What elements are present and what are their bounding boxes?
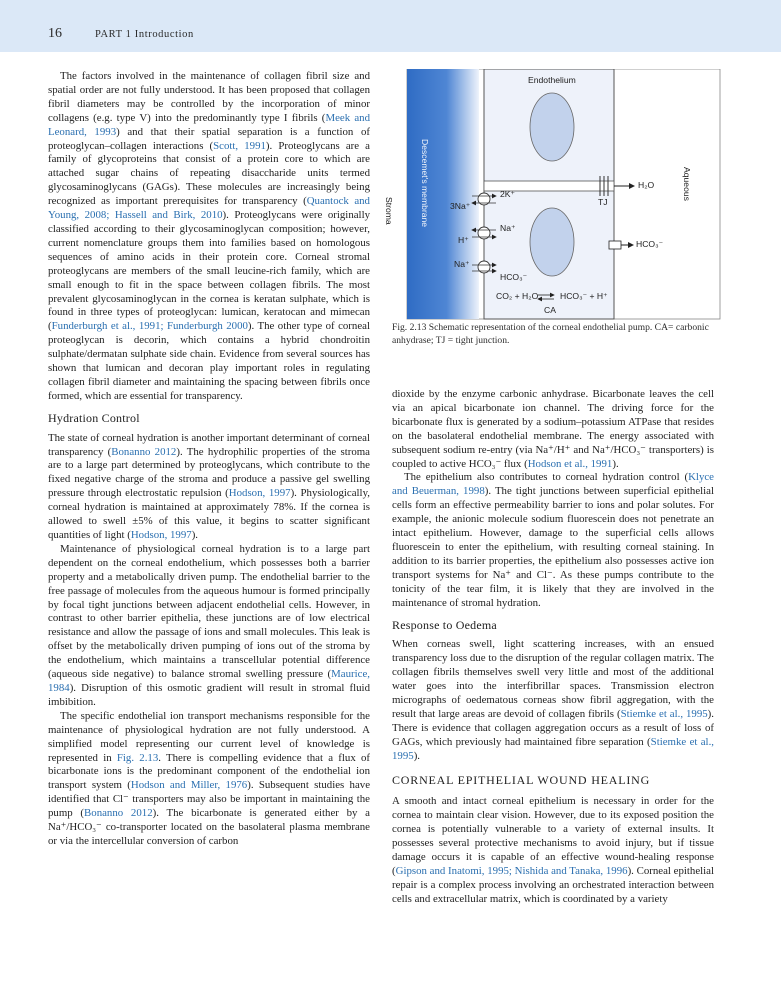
left-column bbox=[48, 70, 370, 849]
endothelial-pump-diagram bbox=[392, 69, 722, 321]
label-tj: TJ bbox=[598, 197, 608, 207]
label-hco3-out: HCO₃⁻ bbox=[636, 239, 664, 249]
label-descemets-membrane: Descemet's membrane bbox=[420, 139, 430, 228]
paragraph: The state of corneal hydration is another important determinant of corneal transparency (Bonanno 2012). The hydrophilic properties of the stroma are to a large part determined by proteoglycans, which contribute to the fixed negative charge of the stroma and produce a passive gel swelling pressure through electrostatic repulsion (Hodson, 1997). Physiologically, corneal hydration is maintained at approximately 78%. If the cornea is allowed to swell ±5% of this value, it begins to scatter significant quantities of light (Hodson, 1997). bbox=[48, 431, 371, 541]
citation-link[interactable]: Funderburgh et al., 1991; Funderburgh 2000 bbox=[51, 320, 248, 333]
label-h: H⁺ bbox=[458, 235, 469, 245]
paragraph: Maintenance of physiological corneal hydration is to a large part dependent on the corneal endothelium, which possesses both a barrier property and a metabolically driven pump. The endothelial barrier to the free passage of molecules from the aqueous humour is formed principally by focal tight junctions between adjacent endothelial cells. However, in contrast to other barrier epithelia, these junctions are of low electrical resistance and allow the passage of ions and small molecules. This leak is offset by the metabolically driven pumping of ions out of the stroma by the endothelium, which maintains a transcellular potential difference (aqueous side negative) to balance stromal swelling pressure (Maurice, 1984). Disruption of this osmotic gradient will result in stromal fluid imbibition. bbox=[48, 542, 370, 708]
nucleus-lower bbox=[530, 208, 574, 276]
section-heading-hydration: Hydration Control bbox=[48, 410, 140, 425]
label-na-in: Na⁺ bbox=[500, 223, 516, 233]
section-heading-wound-healing: CORNEAL EPITHELIAL WOUND HEALING bbox=[392, 772, 651, 787]
label-reaction: CO₂ + H₂O bbox=[496, 291, 539, 301]
paragraph: The epithelium also contributes to corneal hydration control (Klyce and Beuerman, 1998). The tight junctions between superficial epithelial cells form an effective permeability barrier to ions and polar solutes. For example, the anionic molecule sodium fluorescein does not penetrate an intact epithelium. However, damage to the superficial cells allows fluorescein to enter the epithelium, with resulting corneal staining. In addition to its barrier properties, the epithelium also possesses active ion transport systems for Na⁺ and Cl⁻. As these pumps contribute to the tonicity of the tear film, it is likely that they are involved in the maintenance of stromal hydration. bbox=[392, 471, 714, 609]
citation-link[interactable]: Scott, 1991 bbox=[213, 139, 266, 152]
citation-link[interactable]: Klyce and Beuerman, 1998 bbox=[392, 471, 714, 498]
section-heading-oedema: Response to Oedema bbox=[392, 617, 497, 632]
page-header bbox=[0, 0, 781, 52]
figure-caption: Fig. 2.13 Schematic representation of the corneal endothelial pump. CA= carbonic anhydrase; TJ = tight junction. bbox=[392, 322, 709, 346]
citation-link[interactable]: Stiemke et al., 1995 bbox=[620, 707, 708, 720]
citation-link[interactable]: Hodson, 1997 bbox=[130, 529, 192, 541]
label-3na: 3Na⁺ bbox=[450, 201, 471, 211]
figure-endothelial-pump bbox=[384, 69, 722, 321]
label-endothelium: Endothelium bbox=[528, 75, 576, 85]
label-2k: 2K⁺ bbox=[500, 189, 516, 199]
paragraph: dioxide by the enzyme carbonic anhydrase. Bicarbonate leaves the cell via an apical bicarbonate ion channel. The driving force for the bicarbonate flux is generated by a sodium–potassium ATPase that resides on the basolateral endothelial membrane. The energy associated with subsequent sodium re-entry (via Na⁺/H⁺ and Na⁺/HCO₃⁻ transporters) is coupled to active HCO₃⁻ flux (Hodson et al., 1991). bbox=[392, 388, 714, 470]
page-number: 16 bbox=[48, 26, 62, 41]
citation-link[interactable]: Hodson and Miller, 1976 bbox=[130, 779, 248, 792]
citation-link[interactable]: Hodson et al., 1991 bbox=[527, 457, 613, 470]
label-stroma: Stroma bbox=[384, 197, 394, 225]
citation-link[interactable]: Quantock and Young, 2008; Hassell and Birk, 2010 bbox=[48, 195, 370, 222]
citation-link[interactable]: Meek and Leonard, 1993 bbox=[48, 111, 370, 138]
citation-link[interactable]: Stiemke et al., 1995 bbox=[392, 735, 714, 762]
paragraph: When corneas swell, light scattering increases, with an ensued transparency loss due to the disruption of the regular collagen matrix. The collagen fibrils themselves swell very little and most of the additional water goes into the interfibrillar spaces. Transmission electron micrographs of oedematous corneas show fibril aggregation, with the result that large areas are devoid of collagen fibrils (Stiemke et al., 1995). There is evidence that collagen aggregation occurs as a result of loss of GAGs, which previously had maintained fibre separation (Stiemke et al., 1995). bbox=[392, 638, 714, 762]
label-products: HCO₃⁻ + H⁺ bbox=[560, 291, 608, 301]
running-head: PART 1 Introduction bbox=[95, 29, 194, 40]
label-ca: CA bbox=[544, 305, 556, 315]
citation-link[interactable]: Maurice, 1984 bbox=[48, 668, 370, 694]
citation-link[interactable]: Bonanno 2012 bbox=[111, 445, 177, 458]
descemets-membrane-band bbox=[407, 69, 479, 319]
label-h2o: H₂O bbox=[638, 180, 655, 190]
label-na-basolateral: Na⁺ bbox=[454, 259, 470, 269]
citation-link[interactable]: Hodson, 1997 bbox=[228, 487, 291, 500]
nucleus-upper bbox=[530, 93, 574, 161]
citation-link[interactable]: Bonanno 2012 bbox=[84, 807, 153, 820]
citation-link[interactable]: Gipson and Inatomi, 1995; Nishida and Tanaka, 1996 bbox=[395, 865, 628, 877]
label-hco3-in: HCO₃⁻ bbox=[500, 272, 528, 282]
figure-link[interactable]: Fig. 2.13 bbox=[116, 751, 159, 764]
paragraph: The factors involved in the maintenance of collagen fibril size and spatial order are not fully understood. It has been proposed that collagen fibril diameters may be controlled by the incorporation of minor collagens (e.g. type V) into the predominantly type I fibrils (Meek and Leonard, 1993) and that their spatial separation is a function of proteoglycan–collagen interactions (Scott, 1991). Proteoglycans are a family of glycoproteins that consist of a protein core to which are attached sugar chains of repeating disaccharide units termed glycosaminoglycans (GAGs). These molecules are increasingly being recognized as important prerequisites for transparency (Quantock and Young, 2008; Hassell and Birk, 2010). Proteoglycans were originally classified according to their glycosaminoglycan composition; however, current nomenclature groups them into families based on homologous sequences of amino acids in their protein core. Corneal stromal proteoglycans are members of the small leucine-rich family, which are small enough to fit in the space between collagen fibrils. The most prevalent glycosaminoglycan in the cornea is keratan sulphate, which is found in three types of proteoglycan: lumican, keratocan and mimecan (Funderburgh et al., 1991; Funderburgh 2000). The other type of corneal proteoglycan is decorin, which contains a hybrid chondroitin sulphate/dermatan sulphate side chain. Evidence from several sources has shown that lumican and decoran play important roles in regulating collagen fibril diameter and maintaining the spacing between fibrils once formed, which are essential for transparency. bbox=[48, 70, 370, 402]
right-column bbox=[392, 388, 714, 907]
paragraph: A smooth and intact corneal epithelium is necessary in order for the cornea to maintain clear vision. However, due to its exposed position the cornea is potentially vulnerable to a variety of external insults. It possesses several protective mechanisms to avoid injury, but if tissue damage occurs it is capable of an effective wound-healing response (Gipson and Inatomi, 1995; Nishida and Tanaka, 1996). Corneal epithelial repair is a complex process involving an orchestrated interaction between cells and extracellular matrix, which is coordinated by a variety bbox=[392, 795, 715, 905]
bicarbonate-channel bbox=[609, 241, 621, 249]
label-aqueous: Aqueous bbox=[682, 167, 692, 201]
paragraph: The specific endothelial ion transport mechanisms responsible for the maintenance of physiological hydration are not fully understood. A simplified model representing our current level of knowledge is represented in Fig. 2.13. There is compelling evidence that a flux of bicarbonate ions is the predominant component of the endothelial ion transport system (Hodson and Miller, 1976). Subsequent studies have identified that Cl⁻ transporters may also be important in maintaining the pump (Bonanno 2012). The bicarbonate is generated either by a Na⁺/HCO₃⁻ co-transporter located on the basolateral plasma membrane or via the intercellular conversion of carbon bbox=[48, 709, 371, 847]
